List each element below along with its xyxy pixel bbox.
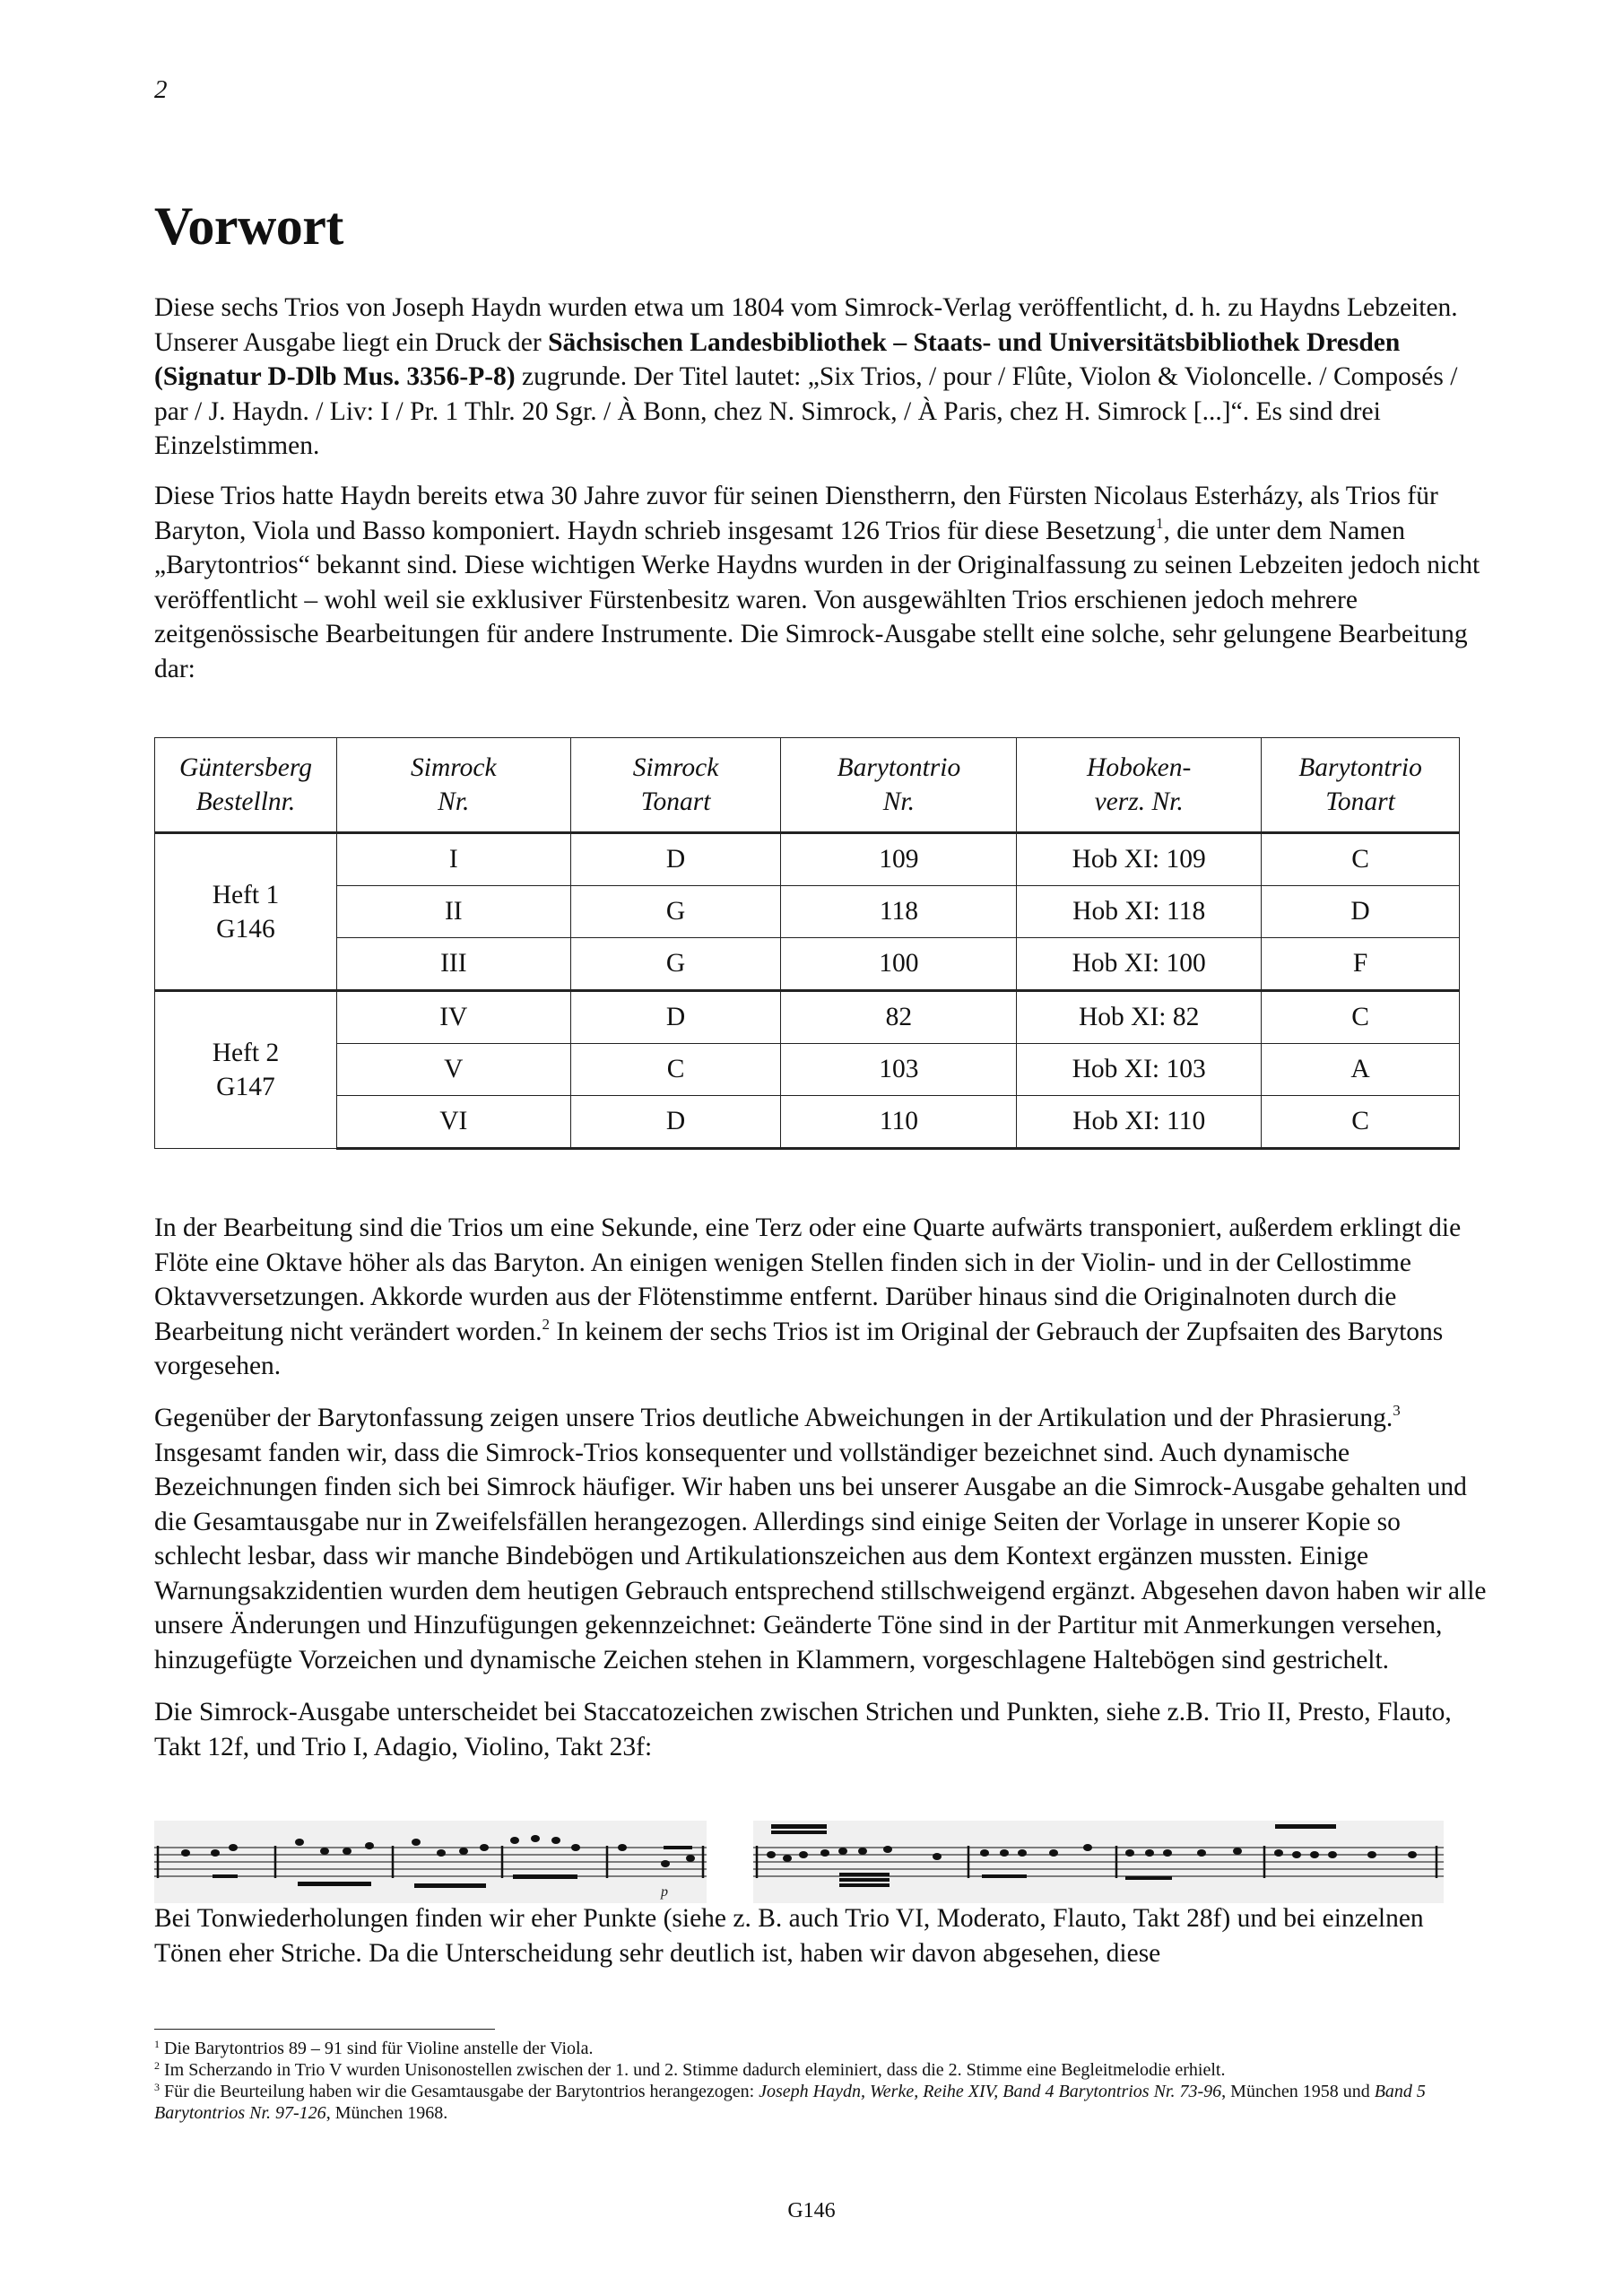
footnote-separator xyxy=(154,2029,495,2030)
header-simrock-nr xyxy=(336,738,570,833)
music-score-image xyxy=(753,1821,1444,1903)
cell-barytontrio-nr: 110 xyxy=(781,1096,1017,1149)
cell-hoboken: Hob XI: 118 xyxy=(1017,886,1262,938)
footnote-ref[interactable]: 1 xyxy=(1155,514,1164,532)
library-citation: Sächsischen Landesbibliothek – Staats- und Universitätsbibliothek Dresden (Signatur D-Dlb Mus. 3356-P-8) xyxy=(154,327,1401,391)
group-line: Heft 2 xyxy=(212,1039,280,1067)
paragraph-arrangement xyxy=(154,1211,1490,1384)
cell-barytontrio-nr: 109 xyxy=(781,833,1017,886)
table-row xyxy=(155,991,1460,1044)
cell-barytontrio-tonart: C xyxy=(1262,1096,1460,1149)
table-row xyxy=(155,886,1460,938)
cell-hoboken: Hob XI: 100 xyxy=(1017,938,1262,991)
text-run: Diese sechs Trios von Joseph Haydn wurden etwa um 1804 vom Simrock-Verlag veröffentlicht, d. h. zu Haydns Lebzeiten. Unserer Ausgabe liegt ein Druck der xyxy=(154,293,1458,357)
footnote-number: 3 xyxy=(154,2081,160,2093)
cell-barytontrio-tonart: F xyxy=(1262,938,1460,991)
footnote-1 xyxy=(154,2038,1490,2059)
citation-title: Joseph Haydn, Werke, Reihe XIV, Band 4 Barytontrios Nr. 73-96 xyxy=(759,2082,1222,2101)
citation-title: Band 5 Barytontrios Nr. 97-126 xyxy=(154,2082,1426,2123)
group-label-heft-2 xyxy=(155,991,337,1149)
footnote-text: Im Scherzando in Trio V wurden Unisonostellen zwischen der 1. und 2. Stimme dadurch eleminiert, dass die 2. Stimme eine Begleitmelodie erhielt. xyxy=(164,2060,1226,2080)
paragraph-staccato: Die Simrock-Ausgabe unterscheidet bei Staccatozeichen zwischen Strichen und Punkten, siehe z.B. Trio II, Presto, Flauto, Takt 12f, und Trio I, Adagio, Violino, Takt 23f: xyxy=(154,1698,1452,1761)
paragraph-repetitions: Bei Tonwiederholungen finden wir eher Punkte (siehe z. B. auch Trio VI, Moderato, Flauto, Takt 28f) und bei einzelnen Tönen eher Striche. Da die Unterscheidung sehr deutlich ist, haben wir davon abgesehen, diese xyxy=(154,1904,1424,1968)
header-line: Bestellnr. xyxy=(195,787,296,816)
cell-simrock-tonart: G xyxy=(570,938,781,991)
group-line: G147 xyxy=(216,1073,275,1101)
group-line: Heft 1 xyxy=(212,880,280,909)
cell-simrock-tonart: D xyxy=(570,991,781,1044)
header-line: Nr. xyxy=(438,787,470,816)
footnote-text: , München 1958 und xyxy=(1221,2082,1375,2101)
cell-barytontrio-nr: 103 xyxy=(781,1044,1017,1096)
dynamic-marking: p xyxy=(661,1884,668,1900)
footnotes xyxy=(154,2038,1490,2124)
group-line: G146 xyxy=(216,914,275,944)
footnote-text: Für die Beurteilung haben wir die Gesamtausgabe der Barytontrios herangezogen: xyxy=(164,2082,759,2101)
page-number: 2 xyxy=(154,75,168,104)
table-row xyxy=(155,938,1460,991)
table-row xyxy=(155,1096,1460,1149)
text-run: Gegenüber der Barytonfassung zeigen unsere Trios deutliche Abweichungen in der Artikulation und der Phrasierung. xyxy=(154,1404,1393,1432)
table-header-row xyxy=(155,738,1460,833)
header-line: Hoboken- xyxy=(1087,753,1192,782)
cell-simrock-tonart: D xyxy=(570,1096,781,1149)
text-run: , die unter dem Namen „Barytontrios“ bekannt sind. Diese wichtigen Werke Haydns wurden in der Originalfassung zu seinen Lebzeiten jedoch nicht veröffentlicht – wohl weil sie exklusiver Fürstenbesitz waren. Von ausgewählten Trios erschienen jedoch mehrere zeitgenössische Bearbeitungen für andere Instrumente. Die Simrock-Ausgabe stellt eine solche, sehr gelungene Bearbeitung dar: xyxy=(154,516,1480,683)
music-example-trio-i xyxy=(753,1821,1444,1903)
footnote-number: 1 xyxy=(154,2038,160,2050)
cell-simrock-nr: I xyxy=(336,833,570,886)
footnote-ref[interactable]: 3 xyxy=(1393,1402,1401,1419)
header-line: Barytontrio xyxy=(837,753,961,782)
cell-simrock-nr: VI xyxy=(336,1096,570,1149)
cell-simrock-nr: IV xyxy=(336,991,570,1044)
footnote-ref[interactable]: 2 xyxy=(542,1315,551,1333)
header-barytontrio-nr xyxy=(781,738,1017,833)
music-score-image xyxy=(154,1821,707,1903)
cell-simrock-tonart: C xyxy=(570,1044,781,1096)
header-line: Barytontrio xyxy=(1298,753,1422,782)
table-row xyxy=(155,833,1460,886)
cell-barytontrio-nr: 100 xyxy=(781,938,1017,991)
cell-simrock-tonart: G xyxy=(570,886,781,938)
header-line: Güntersberg xyxy=(178,753,312,782)
music-example-trio-ii xyxy=(154,1821,707,1903)
cell-simrock-nr: II xyxy=(336,886,570,938)
page-title: Vorwort xyxy=(154,196,343,256)
cell-hoboken: Hob XI: 109 xyxy=(1017,833,1262,886)
footnote-2 xyxy=(154,2059,1490,2081)
cell-simrock-nr: V xyxy=(336,1044,570,1096)
page-footer-code: G146 xyxy=(787,2199,836,2222)
paragraph-source xyxy=(154,291,1490,464)
paragraph-history xyxy=(154,479,1490,686)
trios-table xyxy=(154,737,1460,1150)
cell-barytontrio-tonart: A xyxy=(1262,1044,1460,1096)
cell-barytontrio-tonart: D xyxy=(1262,886,1460,938)
group-label-heft-1 xyxy=(155,833,337,991)
footnote-text: , München 1968. xyxy=(325,2103,448,2123)
cell-hoboken: Hob XI: 103 xyxy=(1017,1044,1262,1096)
cell-barytontrio-tonart: C xyxy=(1262,833,1460,886)
text-run: In der Bearbeitung sind die Trios um eine Sekunde, eine Terz oder eine Quarte aufwärts transponiert, außerdem erklingt die Flöte eine Oktave höher als das Baryton. An einigen wenigen Stellen finden sich in der Violin- und in der Cellostimme Oktavversetzungen. Akkorde wurden aus der Flötenstimme entfernt. Darüber hinaus sind die Originalnoten durch die Bearbeitung nicht verändert worden. xyxy=(154,1213,1462,1346)
cell-barytontrio-tonart: C xyxy=(1262,991,1460,1044)
cell-barytontrio-nr: 82 xyxy=(781,991,1017,1044)
cell-hoboken: Hob XI: 82 xyxy=(1017,991,1262,1044)
text-run: Insgesamt fanden wir, dass die Simrock-Trios konsequenter und vollständiger bezeichnet sind. Auch dynamische Bezeichnungen finden sich bei Simrock häufiger. Wir haben uns bei unserer Ausgabe an die Simrock-Ausgabe gehalten und die Gesamtausgabe nur in Zweifelsfällen herangezogen. Allerdings sind einige Seiten der Vorlage in unserer Kopie so schlecht lesbar, dass wir manche Bindebögen und Artikulationszeichen aus dem Kontext ergänzen mussten. Einige Warnungsakzidentien wurden dem heutigen Gebrauch entsprechend stillschweigend ergänzt. Abgesehen davon haben wir alle unsere Änderungen und Hinzufügungen gekennzeichnet: Geänderte Töne sind in der Partitur mit Anmerkungen versehen, hinzugefügte Vorzeichen und dynamische Zeichen stehen in Klammern, vorgeschlagene Haltebögen sind gestrichelt. xyxy=(154,1438,1487,1674)
header-bestellnr xyxy=(155,738,337,833)
header-line: Simrock xyxy=(632,753,719,782)
paragraph-articulation xyxy=(154,1401,1490,1677)
header-barytontrio-tonart xyxy=(1262,738,1460,833)
footnote-3 xyxy=(154,2081,1490,2124)
header-line: verz. Nr. xyxy=(1094,787,1184,816)
header-line: Nr. xyxy=(882,787,916,816)
header-hoboken xyxy=(1017,738,1262,833)
header-line: Tonart xyxy=(640,787,711,816)
footnote-text: Die Barytontrios 89 – 91 sind für Violine anstelle der Viola. xyxy=(164,2039,594,2058)
cell-barytontrio-nr: 118 xyxy=(781,886,1017,938)
text-run: Diese Trios hatte Haydn bereits etwa 30 Jahre zuvor für seinen Dienstherrn, den Fürsten Nicolaus Esterházy, als Trios für Baryton, Viola und Basso komponiert. Haydn schrieb insgesamt 126 Trios für diese Besetzung xyxy=(154,482,1438,545)
text-run: zugrunde. Der Titel lautet: „Six Trios, / pour / Flûte, Violon & Violoncelle. / Composés / par / J. Haydn. / Liv: I / Pr. 1 Thlr. 20 Sgr. / À Bonn, chez N. Simrock, / À Paris, chez H. Simrock [...]“. Es sind drei Einzelstimmen. xyxy=(154,362,1458,460)
table-row xyxy=(155,1044,1460,1096)
cell-simrock-tonart: D xyxy=(570,833,781,886)
cell-hoboken: Hob XI: 110 xyxy=(1017,1096,1262,1149)
cell-simrock-nr: III xyxy=(336,938,570,991)
header-line: Tonart xyxy=(1325,787,1395,816)
text-run: In keinem der sechs Trios ist im Original der Gebrauch der Zupfsaiten des Barytons vorgesehen. xyxy=(154,1317,1444,1380)
header-line: Simrock xyxy=(411,753,497,782)
header-simrock-tonart xyxy=(570,738,781,833)
footnote-number: 2 xyxy=(154,2059,160,2072)
